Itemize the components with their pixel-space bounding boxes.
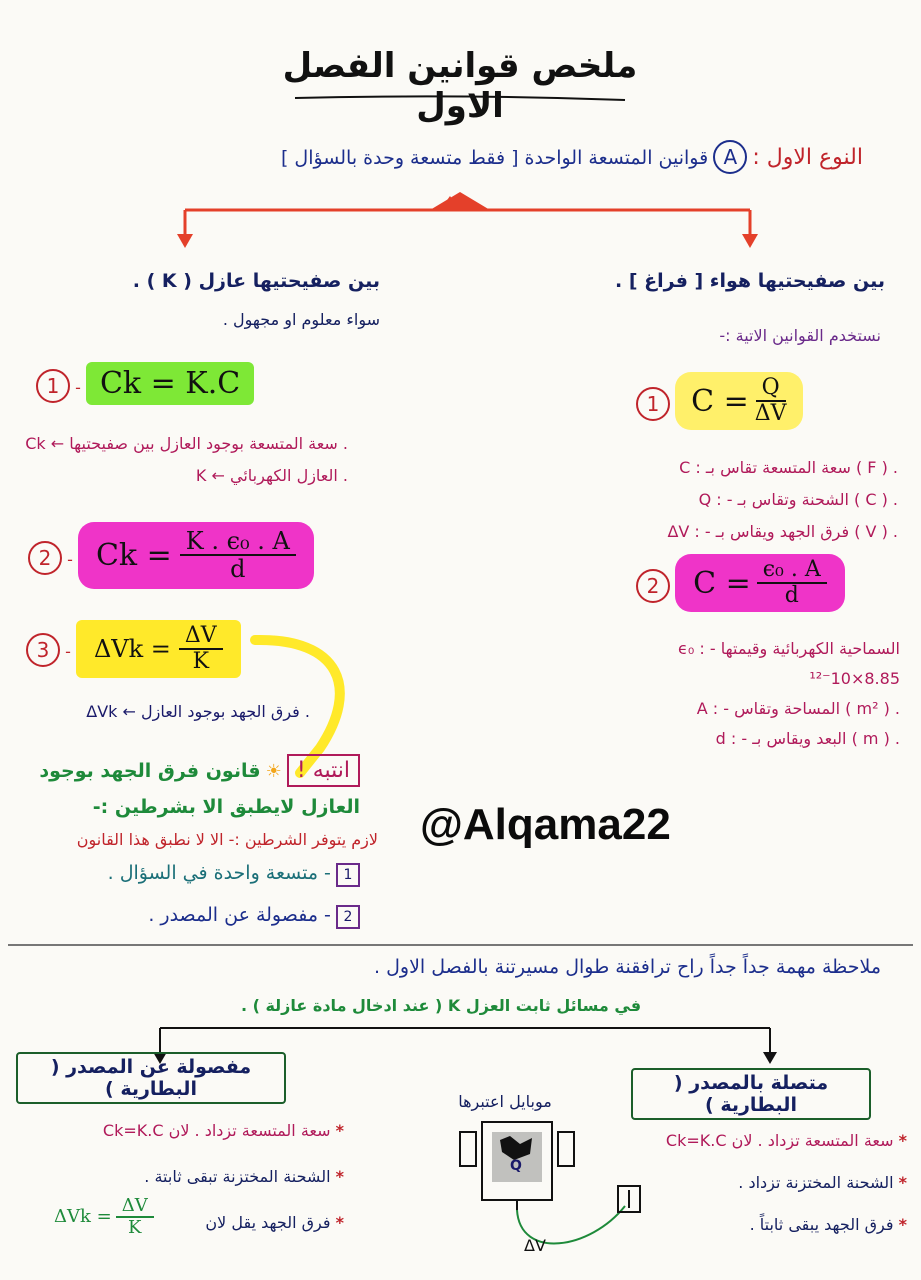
left-item-3-text: فرق الجهد يقل لان — [205, 1213, 331, 1232]
right-box: متصلة بالمصدر ( البطارية ) — [631, 1068, 871, 1120]
left-item-1-text: سعة المتسعة تزداد . لان Ck=K.C — [102, 1121, 331, 1140]
right-def-e0: ϵ₀ : - السماحية الكهربائية وقيمتها 8.85×10⁻¹² — [678, 639, 900, 688]
note-line-3: لازم يتوفر الشرطين :- الا لا نطبق هذا القانون — [76, 830, 378, 849]
capacitor-device-diagram — [440, 1110, 670, 1260]
right-def-c: C : سعة المتسعة تقاس بـ ( F ) . — [679, 458, 898, 477]
right-f1-denominator: ΔV — [754, 401, 787, 427]
left-box: مفصولة عن المصدر ( البطارية ) — [16, 1052, 286, 1104]
right-item-1-text: سعة المتسعة تزداد . لان Ck=K.C — [665, 1131, 894, 1150]
left-item-2-text: الشحنة المختزنة تبقى ثابتة . — [144, 1167, 331, 1186]
right-f1-numerator: Q — [756, 376, 786, 402]
left-defs-1 — [8, 428, 348, 492]
right-defs-1 — [608, 452, 898, 548]
bottom-note-text: ملاحظة مهمة جداً جداً راح ترافقنة طوال مسيرتنة بالفصل الاول . — [374, 956, 881, 978]
section-divider — [8, 944, 913, 946]
left-heading: بين صفيحتيها عازل ( K ) . — [132, 270, 380, 292]
formula-number-badge: 3 — [26, 633, 60, 667]
right-f1-lhs: C = — [691, 383, 749, 419]
right-defs-2 — [592, 634, 900, 754]
note-label: انتبه ! — [287, 754, 360, 787]
right-formula-2 — [636, 554, 845, 612]
device-q-label: Q — [510, 1158, 522, 1174]
left-formula-bottom-numerator: ΔV — [116, 1196, 154, 1218]
right-heading: بين صفيحتيها هواء [ فراغ ] . — [615, 270, 885, 292]
left-formula-1: 1 - Ck = K.C — [36, 362, 254, 405]
right-item-1: * سعة المتسعة تزداد . لان Ck=K.C — [665, 1131, 907, 1150]
left-f2-lhs: Ck = — [95, 537, 172, 573]
watermark: @Alqama22 — [420, 800, 671, 849]
right-f2-denominator: d — [784, 583, 799, 609]
left-item-2: * الشحنة المختزنة تبقى ثابتة . — [144, 1167, 344, 1186]
left-f3-lhs: ΔVk = — [93, 635, 171, 664]
right-def-v: ΔV : - فرق الجهد ويقاس بـ ( V ) . — [667, 522, 898, 541]
branch-triangle — [430, 192, 490, 210]
left-f2-denominator: d — [230, 555, 246, 584]
left-def-ck: Ck ← سعة المتسعة بوجود العازل بين صفيحتيها . — [25, 434, 348, 453]
page-title: ملخص قوانين الفصل الاول — [282, 46, 638, 126]
device-label: موبايل اعتبرها — [458, 1092, 552, 1111]
left-formula-bottom-denominator: K — [127, 1216, 142, 1238]
right-item-3-text: فرق الجهد يبقى ثابتاً . — [749, 1215, 894, 1234]
right-def-q: Q : - الشحنة وتقاس بـ ( C ) . — [698, 490, 898, 509]
right-f2-lhs: C = — [693, 565, 751, 601]
formula-number-badge: 2 — [28, 541, 62, 575]
formula-number-badge: 1 — [36, 369, 70, 403]
left-formula-3: 3 - ΔVk = $\frac{\Delta V}{K}$ — [26, 620, 241, 678]
formula-number-badge: 2 — [636, 569, 670, 603]
bottom-note — [61, 956, 881, 978]
left-f1: Ck = K.C — [86, 362, 254, 405]
right-def-d: d : - البعد ويقاس بـ ( m ) . — [715, 729, 900, 748]
left-f2-numerator: K . ϵ₀ . A — [180, 528, 296, 556]
condition-2 — [60, 904, 360, 929]
left-formula-2: 2 - Ck = $\frac{\text{K . ϵ₀ . A}}{d}$ — [28, 522, 314, 589]
right-item-3: * فرق الجهد يبقى ثابتاً . — [749, 1215, 907, 1234]
right-f2-numerator: ϵ₀ . A — [757, 558, 827, 584]
sun-icon: ☀ — [265, 761, 282, 782]
right-formula-1 — [636, 372, 803, 430]
left-def-3: ΔVk ← فرق الجهد بوجود العازل . — [86, 702, 310, 721]
left-subheading: سواء معلوم او مجهول . — [222, 310, 380, 329]
note-line-2: العازل لايطبق الا بشرطين :- — [92, 796, 360, 818]
title-underline — [290, 92, 630, 104]
left-formula-bottom-lhs: ΔVk = — [54, 1206, 112, 1228]
type1-header — [103, 140, 863, 174]
formula-number-badge: 1 — [636, 387, 670, 421]
note-line-1 — [20, 758, 360, 783]
condition-number-badge: 1 — [336, 863, 360, 887]
bottom-subnote: في مسائل ثابت العزل K ( عند ادخال مادة عازلة ) . — [240, 996, 642, 1015]
condition-1-text: - متسعة واحدة في السؤال . — [107, 862, 331, 884]
left-formula-bottom — [54, 1196, 154, 1238]
right-item-2-text: الشحنة المختزنة تزداد . — [738, 1173, 894, 1192]
branch-arrows — [160, 188, 780, 258]
left-item-3: * فرق الجهد يقل لان — [205, 1213, 344, 1232]
condition-number-badge: 2 — [336, 905, 360, 929]
left-f3-denominator: K — [192, 649, 210, 675]
type1-marker: A — [713, 140, 747, 174]
right-subheading: نستخدم القوانين الاتية :- — [719, 326, 881, 345]
right-item-2: * الشحنة المختزنة تزداد . — [738, 1173, 907, 1192]
wire-label: ΔV — [524, 1236, 546, 1255]
condition-1 — [50, 862, 360, 887]
right-def-a: A : - المساحة وتقاس ( m² ) . — [696, 699, 900, 718]
type1-text: قوانين المتسعة الواحدة [ فقط متسعة وحدة بالسؤال ] — [280, 147, 709, 169]
left-def-k: K ← العازل الكهربائي . — [195, 466, 348, 485]
left-f3-numerator: ΔV — [179, 624, 223, 650]
note-text: قانون فرق الجهد بوجود — [39, 760, 261, 782]
type1-label: النوع الاول : — [752, 145, 863, 170]
condition-2-text: - مفصولة عن المصدر . — [148, 904, 331, 926]
left-item-1: * سعة المتسعة تزداد . لان Ck=K.C — [102, 1121, 344, 1140]
